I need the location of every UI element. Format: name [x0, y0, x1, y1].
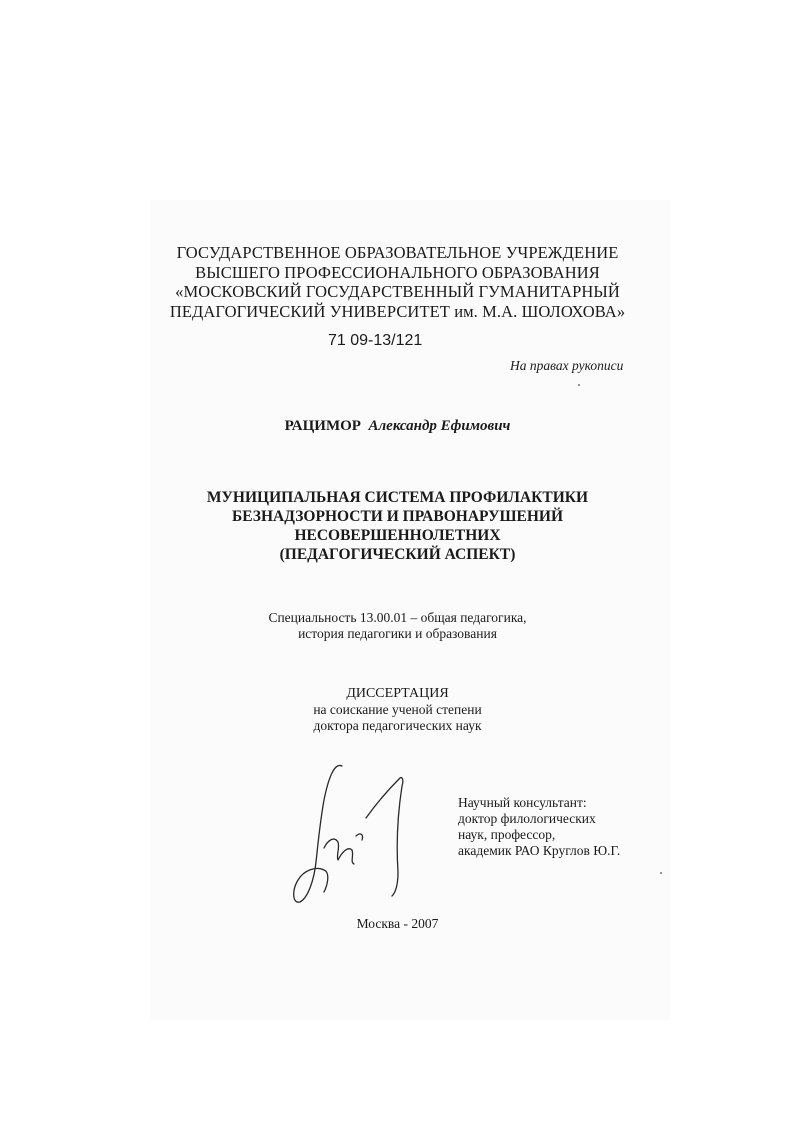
degree-line: доктора педагогических наук	[313, 718, 482, 733]
institution-line: ПЕДАГОГИЧЕСКИЙ УНИВЕРСИТЕТ им. М.А. ШОЛОХОВА»	[169, 301, 626, 321]
consultant-line: доктор филологических	[458, 811, 596, 826]
consultant-line: академик РАО Круглов Ю.Г.	[458, 843, 621, 858]
consultant-line: наук, профессор,	[458, 827, 556, 842]
author-given-names: Александр Ефимович	[368, 418, 511, 434]
degree-statement	[0, 686, 795, 734]
specialty-line: история педагогики и образования	[298, 626, 497, 641]
scientific-consultant	[458, 795, 620, 859]
title-line: БЕЗНАДЗОРНОСТИ И ПРАВОНАРУШЕНИЙ	[231, 508, 564, 525]
specialty	[0, 610, 795, 642]
author-surname: РАЦИМОР	[284, 418, 361, 434]
scan-speck	[578, 384, 580, 386]
institution-header	[0, 243, 795, 321]
specialty-line: Специальность 13.00.01 – общая педагогика,	[268, 610, 527, 625]
author	[0, 418, 795, 435]
title-line: (ПЕДАГОГИЧЕСКИЙ АСПЕКТ)	[279, 546, 516, 563]
title-line: МУНИЦИПАЛЬНАЯ СИСТЕМА ПРОФИЛАКТИКИ	[206, 489, 589, 506]
rights-note: На правах рукописи	[510, 358, 624, 373]
degree-line: на соискание ученой степени	[313, 702, 482, 717]
institution-line: «МОСКОВСКИЙ ГОСУДАРСТВЕННЫЙ ГУМАНИТАРНЫЙ	[175, 282, 620, 301]
consultant-line: Научный консультант:	[458, 795, 587, 810]
city-year: Москва - 2007	[356, 916, 439, 931]
handwritten-signature	[280, 752, 420, 912]
document-type: ДИССЕРТАЦИЯ	[346, 686, 449, 701]
institution-line: ГОСУДАРСТВЕННОЕ ОБРАЗОВАТЕЛЬНОЕ УЧРЕЖДЕНИЕ	[176, 243, 619, 262]
scan-speck	[660, 872, 662, 874]
dissertation-title	[0, 488, 795, 564]
institution-line: ВЫСШЕГО ПРОФЕССИОНАЛЬНОГО ОБРАЗОВАНИЯ	[195, 262, 600, 282]
title-line: НЕСОВЕРШЕННОЛЕТНИХ	[294, 527, 501, 544]
call-number: 71 09-13/121	[328, 332, 423, 349]
